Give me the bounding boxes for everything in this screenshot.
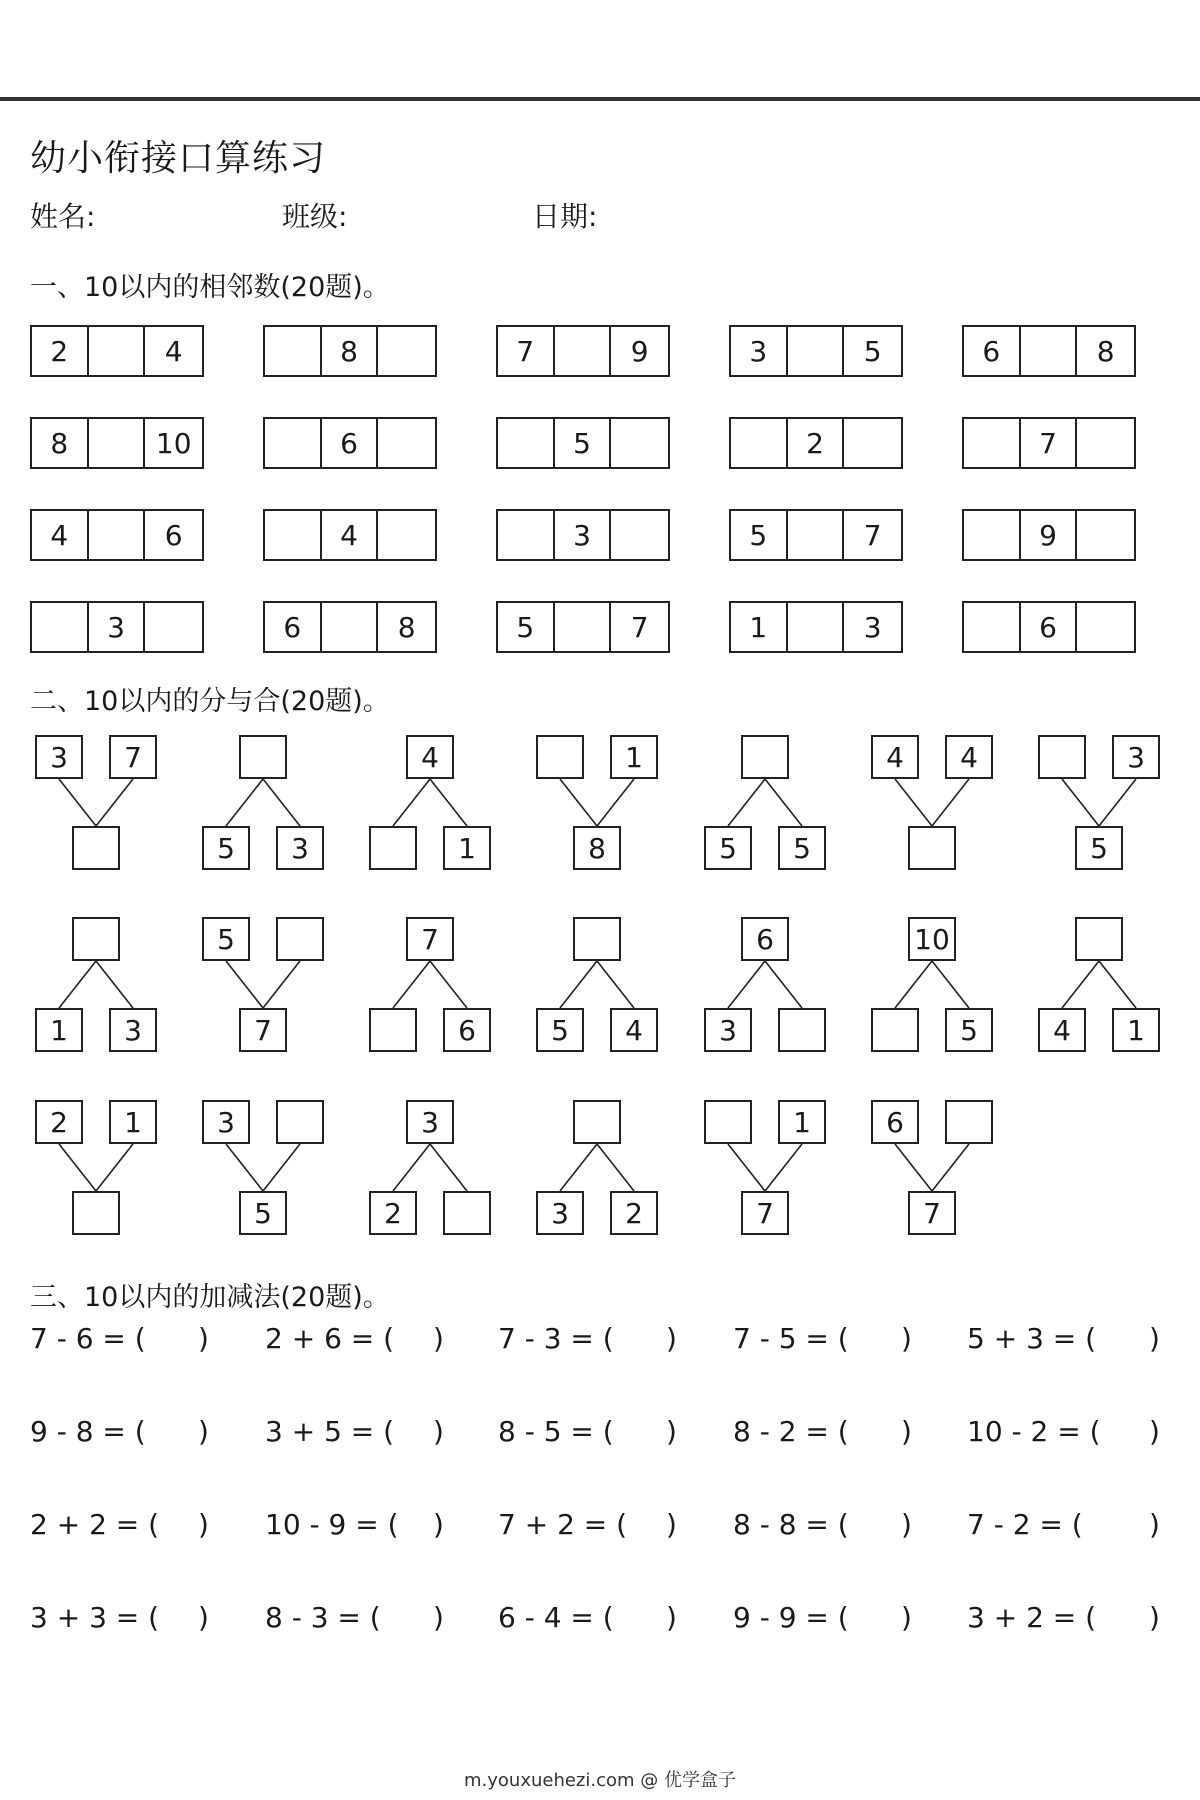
answer-box[interactable] [908,826,956,870]
number-cell: 4 [164,334,183,368]
sequence-row [30,325,1136,377]
number-box: 4 [871,735,919,779]
sequence-item [729,325,903,377]
number-cell: 7 [863,518,882,552]
equation [967,1601,1177,1641]
footer-credit: m.youxuehezi.com @ 优学盒子 [463,1770,736,1791]
number-cell: 3 [555,511,612,559]
number-box: 7 [109,735,157,779]
answer-blank[interactable] [858,1415,898,1451]
equation [733,1601,943,1641]
bond-line [932,1144,969,1191]
date-field-label: 日期: [532,200,598,233]
number-cell: 7 [498,327,555,375]
closing-paren: ) [1149,1601,1160,1634]
number-cell: 4 [32,511,89,559]
sequence-item [263,601,437,653]
answer-box[interactable] [276,1100,324,1144]
number-cell: 5 [498,603,555,651]
number-bond-merge [202,1100,324,1235]
closing-paren: ) [1149,1508,1160,1541]
number-bond-merge [1038,735,1160,870]
equation [265,1415,475,1455]
number-cell: 10 [155,426,192,460]
answer-box[interactable] [704,1100,752,1144]
sequence-item [962,417,1136,469]
answer-blank[interactable] [1092,1322,1132,1358]
sequence-item [30,325,204,377]
closing-paren: ) [901,1322,912,1355]
equation-text: 2 + 6 = ( [265,1322,395,1355]
sequence-row [30,601,1136,653]
closing-paren: ) [901,1508,912,1541]
name-field-label: 姓名: [30,200,96,233]
equation-text: 5 + 3 = ( [967,1322,1097,1355]
closing-paren: ) [433,1601,444,1634]
answer-box[interactable] [536,735,584,779]
equation-text: 7 - 6 = ( [30,1322,146,1355]
equation-text: 8 - 2 = ( [733,1415,849,1448]
answer-blank[interactable] [858,1601,898,1637]
sequence-item [729,509,903,561]
answer-cell[interactable] [1077,419,1134,467]
equation [967,1415,1177,1455]
bond-line [1099,779,1136,826]
number-cell: 6 [964,327,1021,375]
number-box: 7 [908,1191,956,1235]
answer-box[interactable] [443,1191,491,1235]
equation-text: 8 - 5 = ( [498,1415,614,1448]
number-cell: 8 [397,610,416,644]
answer-box[interactable] [1075,917,1123,961]
answer-box[interactable] [369,826,417,870]
number-box: 3 [109,1008,157,1052]
answer-blank[interactable] [1092,1601,1132,1637]
number-bond-merge [35,735,157,870]
equation-text: 8 - 3 = ( [265,1601,381,1634]
number-bond-merge [536,735,658,870]
number-box: 1 [35,1008,83,1052]
number-box: 1 [443,826,491,870]
bond-line [597,779,634,826]
closing-paren: ) [666,1508,677,1541]
sequence-row [30,417,1136,469]
number-box: 2 [369,1191,417,1235]
answer-cell[interactable] [555,327,612,375]
number-bond-split [369,1100,491,1235]
bond-line [765,779,802,826]
equation [498,1508,708,1548]
sequence-item [962,325,1136,377]
bond-line [226,961,263,1008]
answer-blank[interactable] [155,1508,195,1544]
sequence-item [729,601,903,653]
number-box: 5 [239,1191,287,1235]
answer-blank[interactable] [390,1508,430,1544]
equation [265,1601,475,1641]
number-bond-split [704,735,826,870]
answer-blank[interactable] [390,1322,430,1358]
number-cell: 2 [32,327,89,375]
sequence-item [263,509,437,561]
equation [30,1415,240,1455]
answer-blank[interactable] [858,1322,898,1358]
closing-paren: ) [1149,1415,1160,1448]
bond-line [59,779,96,826]
answer-blank[interactable] [155,1415,195,1451]
closing-paren: ) [433,1415,444,1448]
bond-line [932,961,969,1008]
answer-box[interactable] [945,1100,993,1144]
answer-blank[interactable] [623,1508,663,1544]
answer-cell[interactable] [964,511,1021,559]
number-box: 5 [778,826,826,870]
number-box: 3 [536,1191,584,1235]
number-cell: 4 [322,511,379,559]
number-box: 3 [406,1100,454,1144]
sequence-item [263,325,437,377]
bond-line [765,961,802,1008]
number-cell: 6 [265,603,322,651]
number-bond-merge [202,917,324,1052]
answer-cell[interactable] [555,603,612,651]
closing-paren: ) [198,1508,209,1541]
sequence-item [263,417,437,469]
number-bond-split [1038,917,1160,1052]
bond-line [932,779,969,826]
sequence-item [30,417,204,469]
number-bond-split [536,1100,658,1235]
equation-text: 7 + 2 = ( [498,1508,628,1541]
equation [30,1322,240,1362]
number-box: 1 [778,1100,826,1144]
equation-text: 9 - 9 = ( [733,1601,849,1634]
answer-cell[interactable] [378,327,435,375]
number-bond-split [704,917,826,1052]
number-bond-split [369,917,491,1052]
equation [733,1322,943,1362]
answer-blank[interactable] [155,1601,195,1637]
answer-cell[interactable] [378,511,435,559]
answer-cell[interactable] [611,419,668,467]
number-bond-split [202,735,324,870]
answer-cell[interactable] [1077,511,1134,559]
bond-line [597,1144,634,1191]
equation-text: 3 + 3 = ( [30,1601,160,1634]
answer-blank[interactable] [1092,1415,1132,1451]
number-cell: 3 [731,327,788,375]
number-box: 4 [406,735,454,779]
bond-line [263,961,300,1008]
bond-line [560,1144,597,1191]
number-cell: 5 [863,334,882,368]
answer-cell[interactable] [844,419,901,467]
number-box: 2 [35,1100,83,1144]
equation-text: 3 + 5 = ( [265,1415,395,1448]
number-cell: 7 [1021,419,1078,467]
number-bond-split [871,917,993,1052]
answer-box[interactable] [72,917,120,961]
number-box: 6 [871,1100,919,1144]
number-box: 8 [573,826,621,870]
answer-box[interactable] [573,1100,621,1144]
answer-blank[interactable] [623,1322,663,1358]
answer-blank[interactable] [390,1415,430,1451]
answer-box[interactable] [1038,735,1086,779]
bond-line [1099,961,1136,1008]
number-box: 3 [276,826,324,870]
equation [498,1322,708,1362]
section3-heading: 三、10以内的加减法(20题)。 [30,1282,390,1313]
number-box: 4 [610,1008,658,1052]
bond-line [1062,961,1099,1008]
number-box: 7 [406,917,454,961]
bond-line [560,961,597,1008]
equation [967,1322,1177,1362]
bond-line [728,1144,765,1191]
equation-text: 7 - 2 = ( [967,1508,1083,1541]
bond-line [895,1144,932,1191]
answer-cell[interactable] [265,511,322,559]
number-box: 3 [1112,735,1160,779]
bond-line [59,961,96,1008]
answer-cell[interactable] [498,419,555,467]
closing-paren: ) [666,1322,677,1355]
answer-blank[interactable] [623,1415,663,1451]
sequence-item [30,601,204,653]
number-cell: 6 [1021,603,1078,651]
number-box: 3 [202,1100,250,1144]
bond-line [393,779,430,826]
equation [498,1415,708,1455]
sequence-item [496,325,670,377]
number-box: 2 [610,1191,658,1235]
equation [967,1508,1177,1548]
bond-line [96,961,133,1008]
bond-line [1062,779,1099,826]
number-cell: 2 [788,419,845,467]
top-rule [0,97,1200,101]
answer-cell[interactable] [498,511,555,559]
class-field-label: 班级: [282,200,348,233]
number-box: 1 [109,1100,157,1144]
equation-text: 8 - 8 = ( [733,1508,849,1541]
number-box: 4 [1038,1008,1086,1052]
bond-line [728,779,765,826]
closing-paren: ) [198,1322,209,1355]
answer-box[interactable] [369,1008,417,1052]
number-bond-merge [871,735,993,870]
sequence-row [30,509,1136,561]
answer-cell[interactable] [145,603,202,651]
number-bond-merge [704,1100,826,1235]
answer-cell[interactable] [265,419,322,467]
section1-heading: 一、10以内的相邻数(20题)。 [30,272,390,303]
number-cell: 7 [630,610,649,644]
bond-line [96,1144,133,1191]
equation [498,1601,708,1641]
number-cell: 6 [322,419,379,467]
bond-line [430,961,467,1008]
answer-cell[interactable] [89,419,146,467]
closing-paren: ) [901,1415,912,1448]
answer-cell[interactable] [611,511,668,559]
equation [30,1508,240,1548]
answer-cell[interactable] [1021,327,1078,375]
number-box: 5 [202,917,250,961]
equation-text: 10 - 2 = ( [967,1415,1101,1448]
number-cell: 9 [1021,511,1078,559]
bond-line [895,961,932,1008]
number-cell: 1 [731,603,788,651]
section2-heading: 二、10以内的分与合(20题)。 [30,686,390,717]
number-box: 6 [741,917,789,961]
closing-paren: ) [198,1415,209,1448]
number-box: 5 [704,826,752,870]
answer-blank[interactable] [858,1508,898,1544]
answer-box[interactable] [72,826,120,870]
equation-text: 3 + 2 = ( [967,1601,1097,1634]
sequence-item [962,601,1136,653]
bond-line [263,779,300,826]
answer-cell[interactable] [964,419,1021,467]
bond-line [597,961,634,1008]
number-cell: 6 [164,518,183,552]
answer-box[interactable] [276,917,324,961]
number-cell: 8 [32,419,89,467]
equation [265,1322,475,1362]
closing-paren: ) [1149,1322,1160,1355]
answer-blank[interactable] [155,1322,195,1358]
number-box: 5 [1075,826,1123,870]
answer-cell[interactable] [788,603,845,651]
sequence-item [729,417,903,469]
bond-line [393,961,430,1008]
answer-box[interactable] [741,735,789,779]
number-cell: 5 [555,419,612,467]
bond-line [263,1144,300,1191]
bond-line [96,779,133,826]
answer-blank[interactable] [390,1601,430,1637]
equation [733,1415,943,1455]
answer-cell[interactable] [32,603,89,651]
number-box: 7 [239,1008,287,1052]
sequence-item [496,417,670,469]
answer-cell[interactable] [265,327,322,375]
bond-line [430,1144,467,1191]
sequence-item [30,509,204,561]
closing-paren: ) [666,1415,677,1448]
number-cell: 3 [863,610,882,644]
answer-blank[interactable] [1092,1508,1132,1544]
equation [733,1508,943,1548]
number-box: 5 [536,1008,584,1052]
equation-text: 6 - 4 = ( [498,1601,614,1634]
answer-cell[interactable] [378,419,435,467]
number-bond-split [35,917,157,1052]
answer-cell[interactable] [964,603,1021,651]
number-cell: 9 [630,334,649,368]
sequence-item [496,601,670,653]
answer-box[interactable] [778,1008,826,1052]
answer-box[interactable] [72,1191,120,1235]
answer-box[interactable] [871,1008,919,1052]
number-cell: 8 [322,327,379,375]
bond-line [226,1144,263,1191]
number-box: 10 [908,917,956,961]
sequence-item [962,509,1136,561]
closing-paren: ) [666,1601,677,1634]
answer-box[interactable] [573,917,621,961]
answer-cell[interactable] [89,511,146,559]
answer-blank[interactable] [623,1601,663,1637]
number-box: 4 [945,735,993,779]
number-box: 1 [1112,1008,1160,1052]
closing-paren: ) [433,1322,444,1355]
number-box: 3 [35,735,83,779]
bond-line [728,961,765,1008]
equation-text: 9 - 8 = ( [30,1415,146,1448]
closing-paren: ) [433,1508,444,1541]
answer-box[interactable] [239,735,287,779]
bond-line [560,779,597,826]
page-title: 幼小衔接口算练习 [30,138,327,179]
number-bond-merge [35,1100,157,1235]
number-bond-merge [871,1100,993,1235]
number-bond-split [369,735,491,870]
number-box: 7 [741,1191,789,1235]
bond-line [393,1144,430,1191]
bond-line [226,779,263,826]
answer-cell[interactable] [322,603,379,651]
bond-line [59,1144,96,1191]
answer-cell[interactable] [1077,603,1134,651]
number-cell: 3 [89,603,146,651]
closing-paren: ) [901,1601,912,1634]
answer-cell[interactable] [788,511,845,559]
number-box: 5 [202,826,250,870]
number-box: 6 [443,1008,491,1052]
number-box: 5 [945,1008,993,1052]
equation-text: 7 - 3 = ( [498,1322,614,1355]
bond-line [430,779,467,826]
number-cell: 8 [1096,334,1115,368]
number-box: 1 [610,735,658,779]
bond-line [765,1144,802,1191]
answer-cell[interactable] [89,327,146,375]
number-box: 3 [704,1008,752,1052]
equation-text: 10 - 9 = ( [265,1508,399,1541]
answer-cell[interactable] [788,327,845,375]
equation [30,1601,240,1641]
answer-cell[interactable] [731,419,788,467]
sequence-item [496,509,670,561]
equation [265,1508,475,1548]
equation-text: 7 - 5 = ( [733,1322,849,1355]
equation-text: 2 + 2 = ( [30,1508,160,1541]
number-bond-split [536,917,658,1052]
number-cell: 5 [731,511,788,559]
closing-paren: ) [198,1601,209,1634]
bond-line [895,779,932,826]
